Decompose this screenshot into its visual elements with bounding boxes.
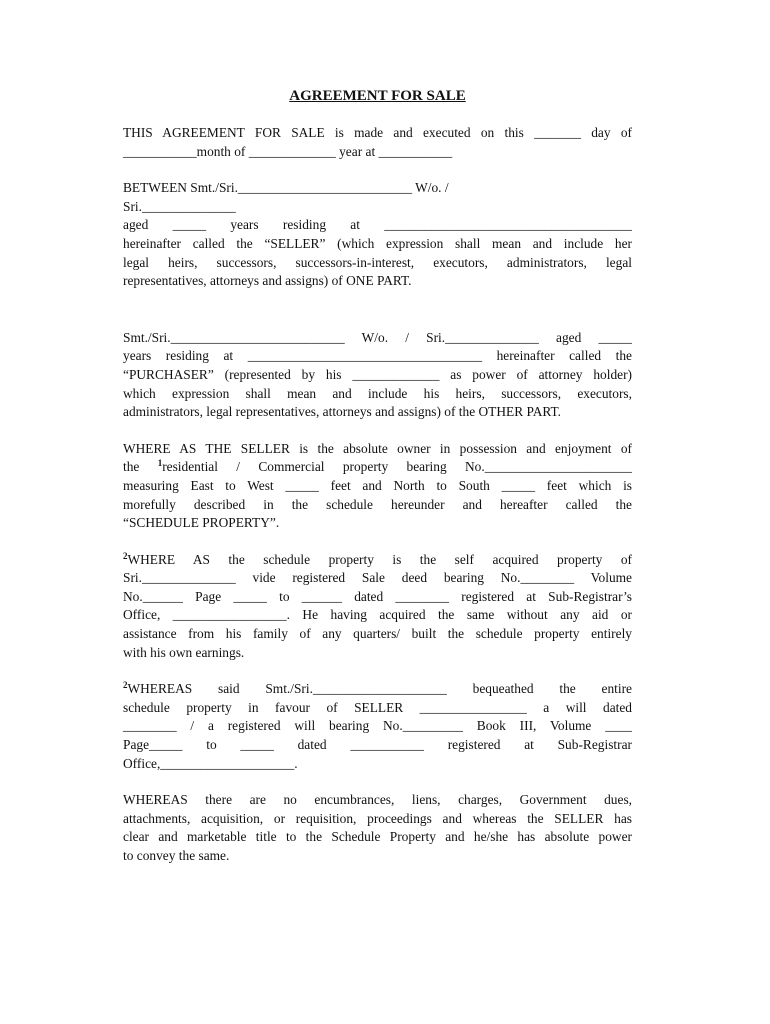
text-line: legal heirs, successors, successors-in-interest, executors, administrators, legal xyxy=(123,254,632,270)
text-line: administrators, legal representatives, attorneys and assigns) of the OTHER PART. xyxy=(123,404,562,420)
text-line xyxy=(123,680,632,699)
text-line: Page_____ to _____ dated ___________ registered at Sub-Registrar xyxy=(123,737,632,753)
text-line: measuring East to West _____ feet and North to South _____ feet which is xyxy=(123,477,632,493)
text-line: “PURCHASER” (represented by his _____________ as power of attorney holder) xyxy=(123,366,632,382)
document-title: AGREEMENT FOR SALE xyxy=(289,88,466,104)
paragraph-ownership xyxy=(123,440,632,533)
footnote-marker: 1 xyxy=(157,458,163,469)
text-line: No.______ Page _____ to ______ dated ________ registered at Sub-Registrar’s xyxy=(123,588,632,604)
text-line: Office, _________________. He having acquired the same without any aid or xyxy=(123,607,632,623)
text-line: to convey the same. xyxy=(123,848,230,863)
text-line: morefully described in the schedule hereunder and hereafter called the xyxy=(123,496,632,512)
text-line: clear and marketable title to the Schedule Property and he/she has absolute power xyxy=(123,829,632,845)
text-line: Sri.______________ xyxy=(123,198,236,214)
text-fragment: WHEREAS said Smt./Sri.____________________ bequeathed the entire xyxy=(127,681,632,697)
text-line: BETWEEN Smt./Sri.__________________________ W/o. / xyxy=(123,180,449,196)
text-line: WHERE AS THE SELLER is the absolute owner in possession and enjoyment of xyxy=(123,440,632,456)
paragraph-bequeathed xyxy=(123,680,632,773)
text-line: “SCHEDULE PROPERTY”. xyxy=(123,515,280,531)
text-line: THIS AGREEMENT FOR SALE is made and executed on this _______ day of xyxy=(123,125,632,140)
text-line: Office,____________________. xyxy=(123,755,298,771)
text-line: ___________month of _____________ year at ___________ xyxy=(123,143,453,159)
paragraph-self-acquired xyxy=(123,551,632,663)
text-line: years residing at ___________________________________ hereinafter called the xyxy=(123,348,632,364)
text-fragment: the xyxy=(123,459,158,475)
text-line: Sri.______________ vide registered Sale deed bearing No.________ Volume xyxy=(123,570,632,586)
text-line: Smt./Sri.__________________________ W/o. / Sri.______________ aged _____ xyxy=(123,329,632,345)
text-line: ________ / a registered will bearing No._________ Book III, Volume ____ xyxy=(123,718,632,734)
footnote-marker: 2 xyxy=(123,550,128,561)
text-line: attachments, acquisition, or requisition, proceedings and whereas the SELLER has xyxy=(123,810,632,826)
document-page xyxy=(123,86,632,866)
text-line: assistance from his family of any quarters/ built the schedule property entirely xyxy=(123,626,632,642)
paragraph-purchaser xyxy=(123,329,632,422)
text-line: hereinafter called the “SELLER” (which expression shall mean and include her xyxy=(123,235,632,251)
text-fragment: WHERE AS the schedule property is the self acquired property of xyxy=(127,551,632,567)
text-line: WHEREAS there are no encumbrances, liens, charges, Government dues, xyxy=(123,792,632,808)
text-line: representatives, attorneys and assigns) of ONE PART. xyxy=(123,273,412,289)
text-line: schedule property in favour of SELLER ________________ a will dated xyxy=(123,699,632,715)
text-line xyxy=(123,551,632,570)
text-line: which expression shall mean and include his heirs, successors, executors, xyxy=(123,385,632,401)
footnote-marker: 2 xyxy=(123,680,128,691)
paragraph-seller xyxy=(123,179,632,291)
text-line: aged _____ years residing at _____________________________________ xyxy=(123,217,632,233)
text-line xyxy=(123,458,632,477)
text-fragment: residential / Commercial property bearing No.______________________ xyxy=(162,459,632,475)
text-line: with his own earnings. xyxy=(123,644,245,660)
paragraph-encumbrances xyxy=(123,791,632,865)
paragraph-agreement-date xyxy=(123,124,632,161)
